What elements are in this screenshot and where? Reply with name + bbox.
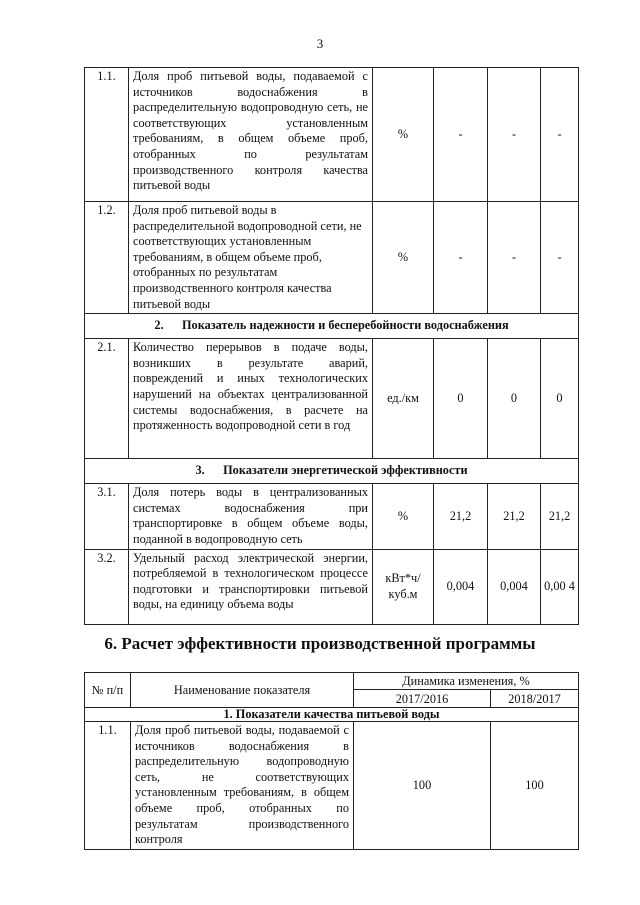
section-heading: 1. Показатели качества питьевой воды [85, 708, 579, 722]
value: - [488, 202, 541, 314]
section-title: 6. Расчет эффективности производственной программы [104, 634, 536, 653]
unit: кВт*ч/ куб.м [373, 549, 434, 624]
row-number: 1.1. [85, 68, 129, 202]
value: 0 [434, 339, 488, 459]
value: 0,004 [488, 549, 541, 624]
section-heading: 3. Показатели энергетической эффективности [85, 459, 579, 484]
header-year: 2017/2016 [354, 690, 491, 708]
row-number: 3.2. [85, 549, 129, 624]
section-row [85, 708, 579, 722]
header-year: 2018/2017 [491, 690, 579, 708]
section-row [85, 314, 579, 339]
indicator-name: Количество перерывов в подаче воды, возникших в результате аварий, повреждений и иных технологических нарушений на объектах централизованной системы водоснабжения, в расчете на протяженность водопроводной сети в год [129, 339, 373, 459]
section-row [85, 459, 579, 484]
value: 21,2 [434, 484, 488, 549]
value: - [434, 202, 488, 314]
value: 0 [488, 339, 541, 459]
table-row [85, 549, 579, 624]
table-row [85, 202, 579, 314]
table-row [85, 339, 579, 459]
value: 0,004 [434, 549, 488, 624]
value: - [541, 68, 579, 202]
efficiency-table [84, 672, 579, 850]
value: - [434, 68, 488, 202]
value: 100 [491, 722, 579, 850]
header-row [85, 673, 579, 690]
row-number: 2.1. [85, 339, 129, 459]
table-row [85, 722, 579, 850]
value: 0,00 4 [541, 549, 579, 624]
table-row [85, 68, 579, 202]
value: - [488, 68, 541, 202]
indicators-table [84, 67, 579, 625]
unit: % [373, 484, 434, 549]
unit: % [373, 202, 434, 314]
header-dynamics: Динамика изменения, % [354, 673, 579, 690]
unit: % [373, 68, 434, 202]
value: - [541, 202, 579, 314]
unit: ед./км [373, 339, 434, 459]
row-number: 3.1. [85, 484, 129, 549]
value: 21,2 [541, 484, 579, 549]
indicator-name: Доля потерь воды в централизованных системах водоснабжения при транспортировке в общем объеме воды, поданной в водопроводную сеть [129, 484, 373, 549]
value: 21,2 [488, 484, 541, 549]
indicator-name: Удельный расход электрической энергии, потребляемой в технологическом процессе подготовки и транспортировки питьевой воды, на единицу объема воды [129, 549, 373, 624]
indicator-name: Доля проб питьевой воды, подаваемой с источников водоснабжения в распределительную водопроводную сеть, не соответствующих установленным требованиям, в общем объеме проб, отобранных по результатам производственного контроля качества питьевой воды [129, 68, 373, 202]
indicator-name: Доля проб питьевой воды, подаваемой с источников водоснабжения в распределительную водопроводную сеть, не соответствующих установленным требованиям, в общем объеме проб, отобранных по результатам производственного контроля [131, 722, 354, 850]
value: 0 [541, 339, 579, 459]
header-name: Наименование показателя [131, 673, 354, 708]
indicator-name: Доля проб питьевой воды в распределительной водопроводной сети, не соответствующих установленным требованиям, в общем объеме проб, отобранных по результатам производственного контроля качества питьевой воды [129, 202, 373, 314]
section-heading: 2. Показатель надежности и бесперебойности водоснабжения [85, 314, 579, 339]
header-number: № п/п [85, 673, 131, 708]
table-row [85, 484, 579, 549]
value: 100 [354, 722, 491, 850]
page-number: 3 [316, 36, 324, 51]
row-number: 1.2. [85, 202, 129, 314]
row-number: 1.1. [85, 722, 131, 850]
